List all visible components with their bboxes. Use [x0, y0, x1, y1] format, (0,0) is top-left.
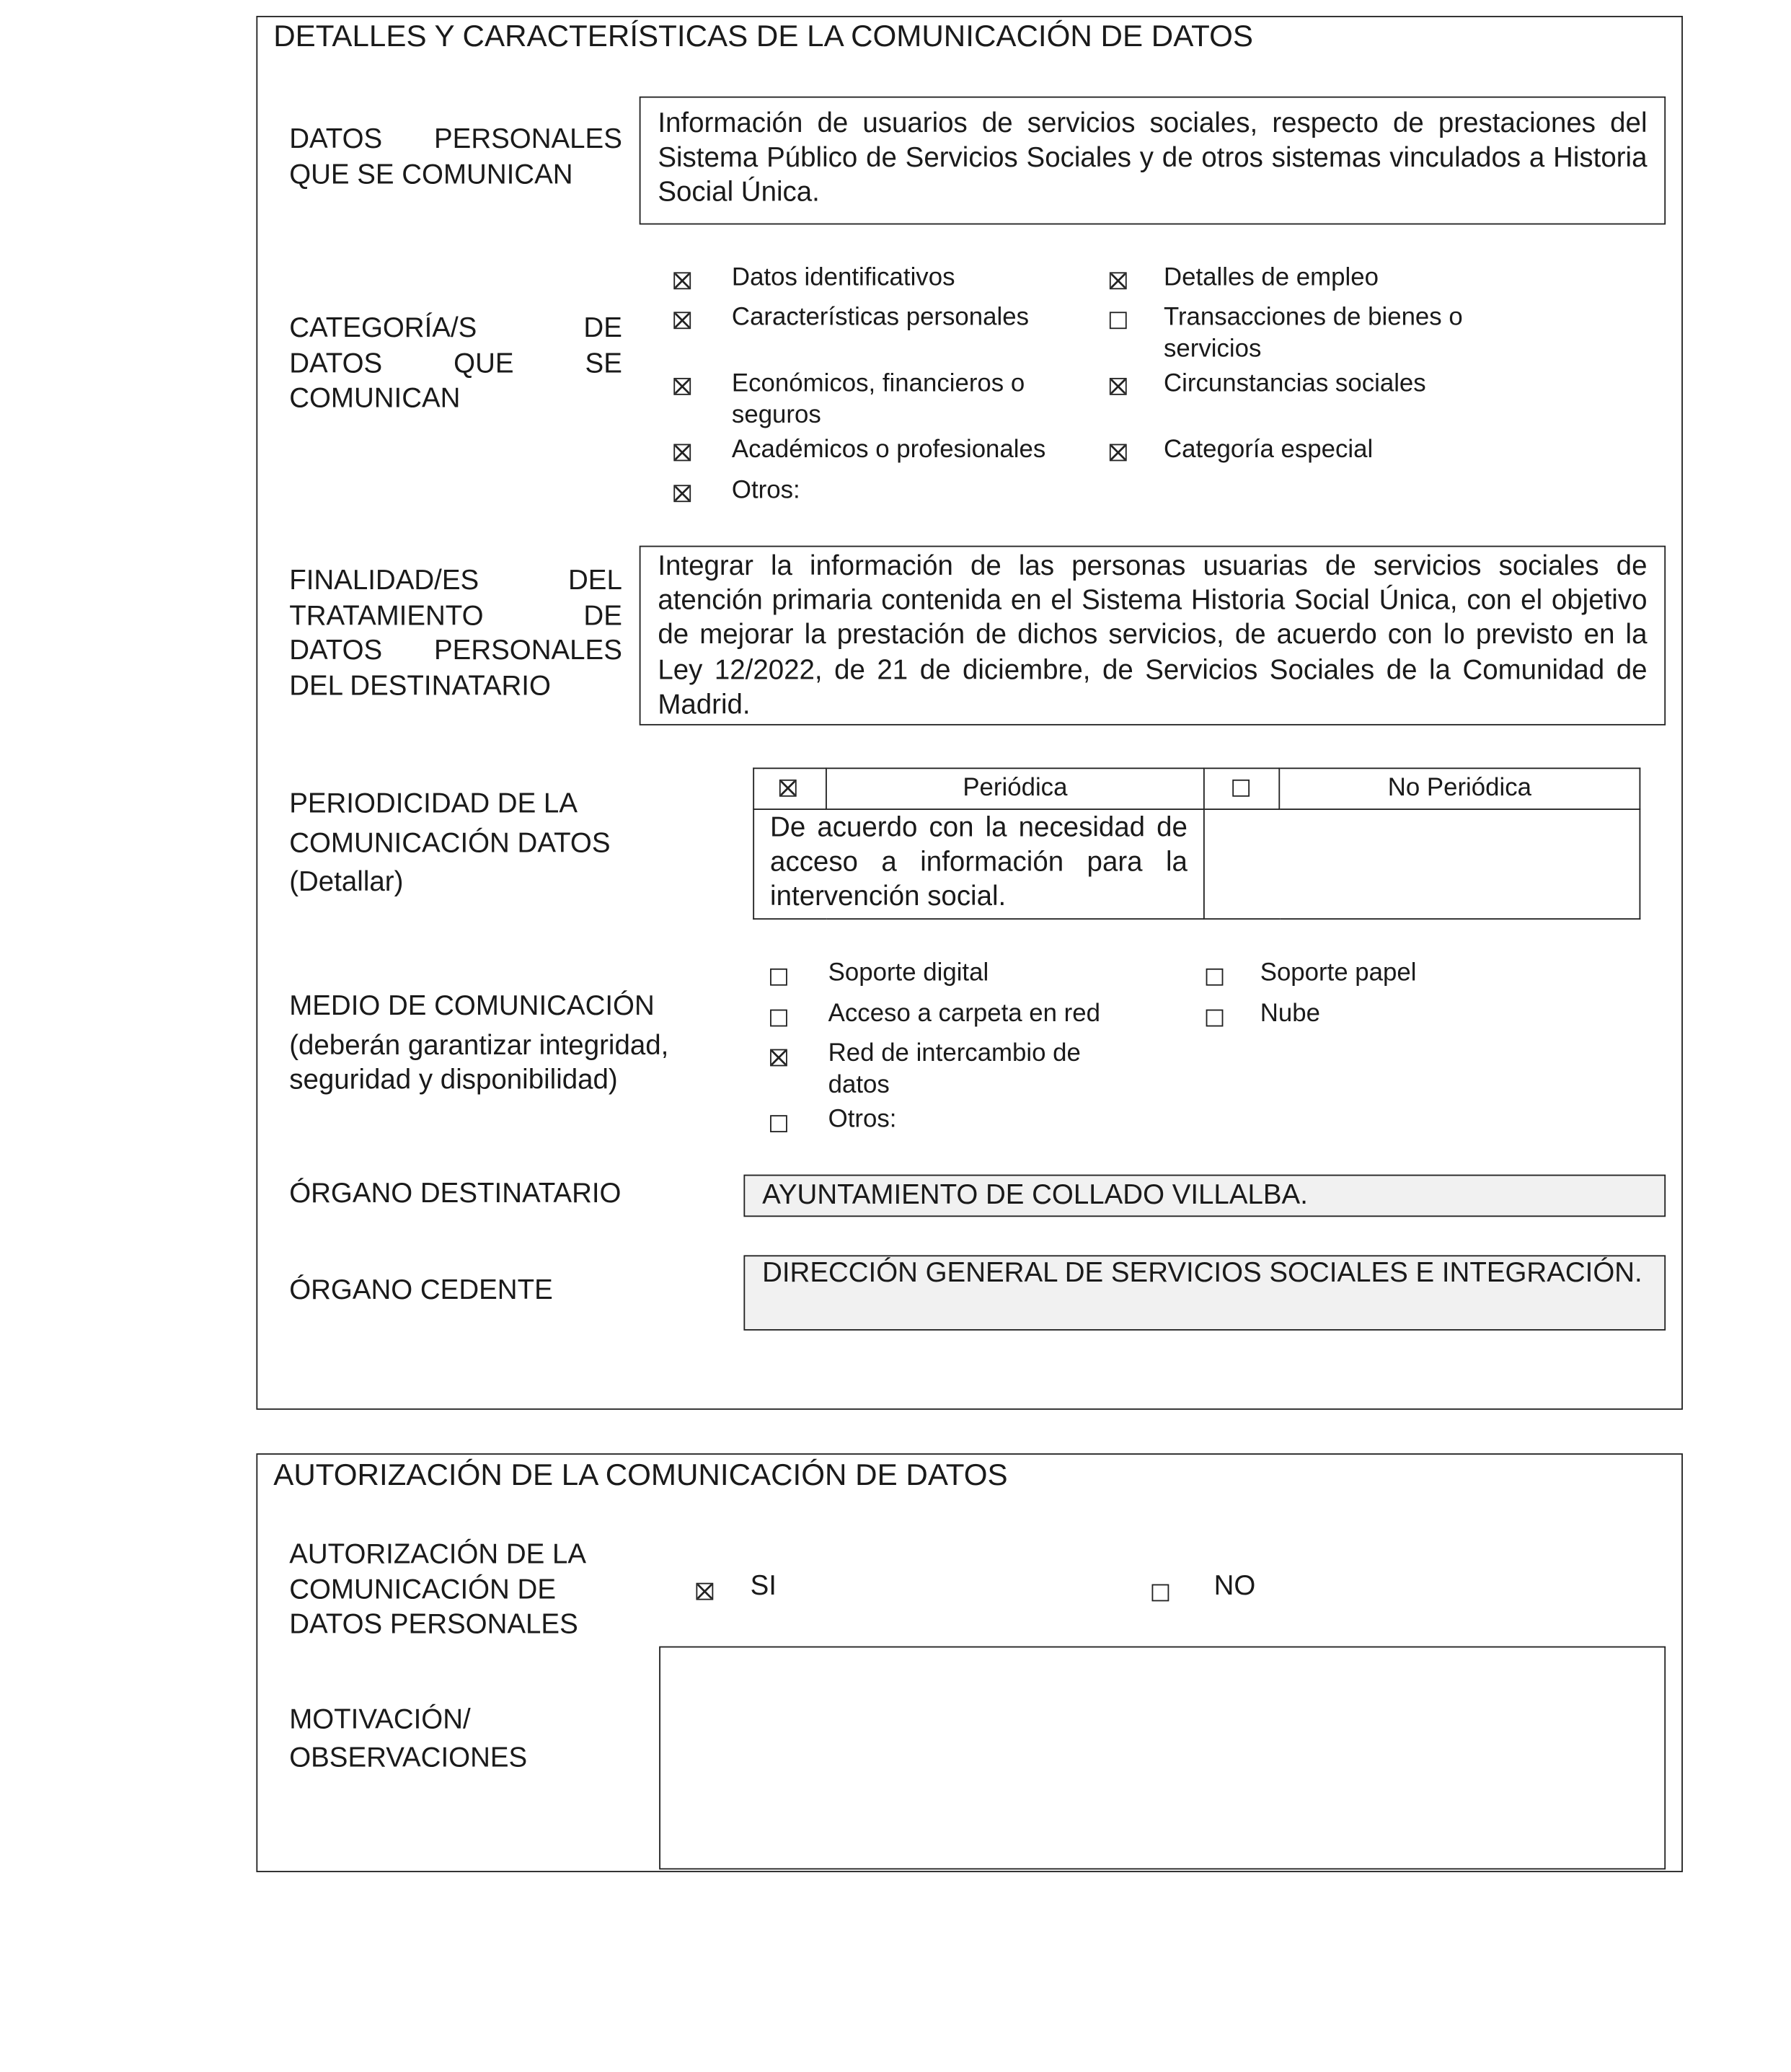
category-checkbox[interactable]: [673, 312, 691, 329]
category-checkbox[interactable]: [1110, 312, 1127, 329]
periodic-checkbox[interactable]: [779, 780, 797, 797]
non-periodic-detail[interactable]: [1204, 809, 1640, 919]
medium-checkbox[interactable]: [770, 1010, 787, 1027]
periodicity-label: PERIODICIDAD DE LA COMUNICACIÓN DATOS (Detallar): [289, 788, 611, 897]
personal-data-label: DATOS PERSONALES QUE SE COMUNICAN: [289, 124, 622, 190]
check-x-icon: [1111, 273, 1126, 288]
category-checkbox[interactable]: [1110, 378, 1127, 395]
periodic-header: Periódica: [826, 768, 1204, 809]
non-periodic-checkbox-cell[interactable]: [1204, 768, 1279, 809]
purpose-field[interactable]: Integrar la información de las personas usuarias de servicios sociales de atención primaria contenida en el Sistema Historia Social Única, con el objetivo de mejorar la prestación de dichos servicios, de acuerdo con lo previsto en la Ley 12/2022, de 21 de diciembre, de Servicios Sociales de la Comunidad de Madrid.: [640, 546, 1666, 726]
check-x-icon: [781, 781, 795, 795]
category-label: Económicos, financieros o seguros: [731, 369, 1025, 430]
check-x-icon: [675, 445, 689, 459]
recipient-body-label: ÓRGANO DESTINATARIO: [289, 1178, 622, 1209]
check-x-icon: [675, 379, 689, 394]
check-x-icon: [1111, 445, 1126, 459]
medium-label: Otros:: [828, 1106, 897, 1134]
medium-label: Red de intercambio de datos: [828, 1039, 1081, 1100]
non-periodic-header: No Periódica: [1279, 768, 1640, 809]
category-label: Datos identificativos: [731, 264, 955, 292]
medium-label: Soporte papel: [1260, 959, 1417, 987]
medium-checkbox[interactable]: [1206, 969, 1224, 986]
periodic-checkbox-cell[interactable]: [753, 768, 826, 809]
section-title: DETALLES Y CARACTERÍSTICAS DE LA COMUNICACIÓN DE DATOS: [273, 18, 1254, 53]
check-x-icon: [697, 1584, 712, 1599]
transferring-body-field[interactable]: DIRECCIÓN GENERAL DE SERVICIOS SOCIALES E INTEGRACIÓN.: [743, 1255, 1666, 1330]
check-x-icon: [675, 486, 689, 501]
medium-checkbox[interactable]: [1206, 1010, 1224, 1027]
category-checkbox[interactable]: [673, 378, 691, 395]
category-label: Categoría especial: [1163, 436, 1374, 464]
category-label: Académicos o profesionales: [731, 436, 1046, 464]
medium-label: Soporte digital: [828, 959, 989, 987]
category-label: Transacciones de bienes o servicios: [1163, 304, 1463, 363]
motivation-field[interactable]: [659, 1646, 1666, 1870]
periodicity-table: [753, 767, 1640, 920]
medium-label: Acceso a carpeta en red: [828, 1000, 1100, 1028]
medium-checkbox[interactable]: [770, 1049, 787, 1067]
category-label: Características personales: [731, 304, 1030, 332]
authorization-yes-checkbox[interactable]: [696, 1583, 713, 1600]
purpose-label: FINALIDAD/ES DEL TRATAMIENTO DE DATOS PERSONALES DEL DESTINATARIO: [289, 565, 622, 701]
periodic-detail[interactable]: De acuerdo con la necesidad de acceso a información para la intervención social.: [753, 809, 1204, 919]
section-title: AUTORIZACIÓN DE LA COMUNICACIÓN DE DATOS: [273, 1457, 1008, 1492]
medium-checkbox[interactable]: [770, 969, 787, 986]
check-x-icon: [675, 313, 689, 327]
check-x-icon: [771, 1050, 786, 1064]
check-x-icon: [1111, 379, 1126, 394]
category-label: Detalles de empleo: [1163, 264, 1379, 292]
categories-label: CATEGORÍA/S DE DATOS QUE SE COMUNICAN: [289, 313, 622, 414]
authorization-yes-label: SI: [750, 1571, 777, 1602]
medium-checkbox[interactable]: [770, 1115, 787, 1132]
medium-label: Nube: [1260, 1000, 1320, 1028]
category-checkbox[interactable]: [673, 444, 691, 462]
personal-data-field[interactable]: Información de usuarios de servicios sociales, respecto de prestaciones del Sistema Público de Servicios Sociales y de otros sistemas vinculados a Historia Social Única.: [640, 97, 1666, 225]
category-checkbox[interactable]: [673, 485, 691, 502]
category-label: Circunstancias sociales: [1163, 369, 1426, 398]
category-checkbox[interactable]: [1110, 272, 1127, 289]
transferring-body-label: ÓRGANO CEDENTE: [289, 1274, 553, 1306]
medium-label: MEDIO DE COMUNICACIÓN (deberán garantizar integridad, seguridad y disponibilidad): [289, 991, 669, 1095]
category-checkbox[interactable]: [1110, 444, 1127, 462]
authorization-no-checkbox[interactable]: [1152, 1584, 1169, 1602]
category-label: Otros:: [731, 477, 800, 505]
authorization-label: AUTORIZACIÓN DE LA COMUNICACIÓN DE DATOS PERSONALES: [289, 1539, 587, 1640]
category-checkbox[interactable]: [673, 272, 691, 289]
non-periodic-checkbox[interactable]: [1232, 780, 1250, 797]
recipient-body-field[interactable]: AYUNTAMIENTO DE COLLADO VILLALBA.: [743, 1175, 1666, 1217]
motivation-label: MOTIVACIÓN/ OBSERVACIONES: [289, 1704, 528, 1773]
check-x-icon: [675, 273, 689, 288]
authorization-no-label: NO: [1213, 1571, 1256, 1602]
